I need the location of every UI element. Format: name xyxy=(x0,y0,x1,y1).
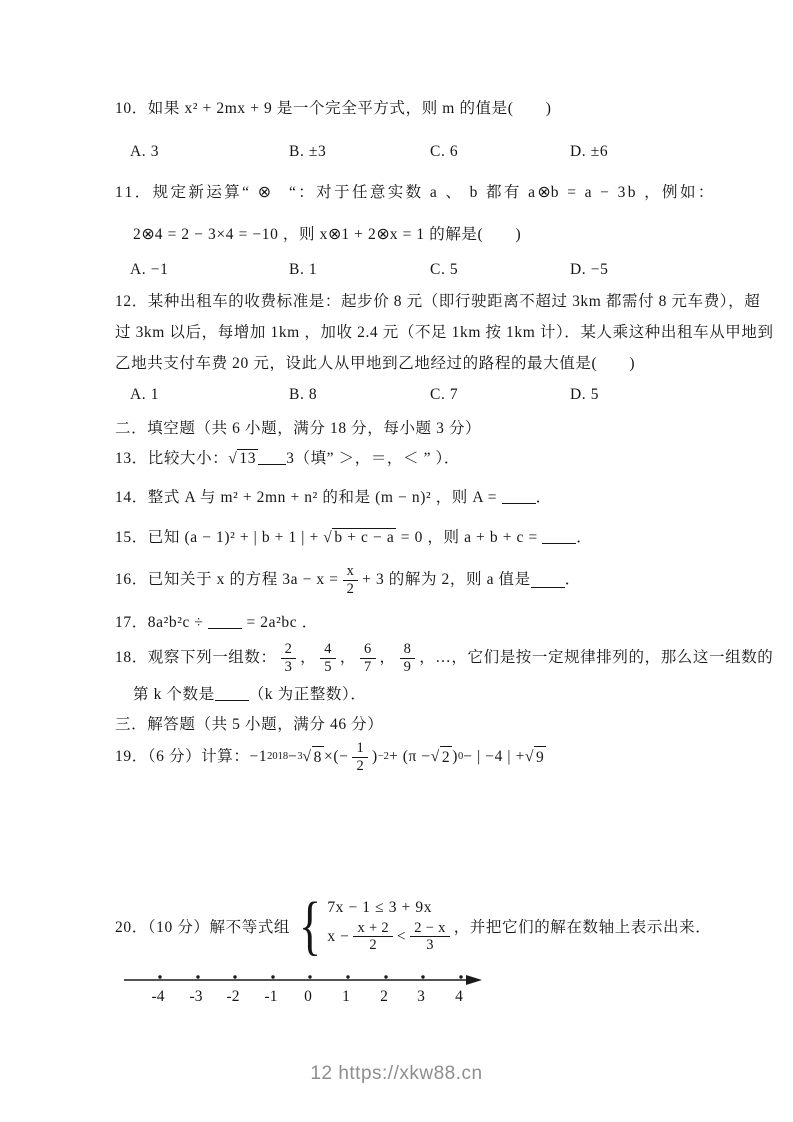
fraction xyxy=(320,641,336,674)
numberline-tick-label: 3 xyxy=(417,988,425,1005)
question-19-text: + (π − xyxy=(388,748,431,765)
option-b: B. 1 xyxy=(289,261,318,278)
denominator: 7 xyxy=(363,658,372,675)
tick-dot xyxy=(196,975,199,978)
radicand: 9 xyxy=(534,746,546,769)
numerator: x xyxy=(343,563,359,580)
numberline-tick-label: -2 xyxy=(226,988,240,1005)
inequality-2-text: x − xyxy=(327,927,350,945)
root-index: 3 xyxy=(297,751,303,762)
numerator: 2 − x xyxy=(410,920,449,937)
radical-sign: √ xyxy=(524,748,535,765)
radicand: b + c − a xyxy=(334,529,395,546)
question-14-text: ． xyxy=(535,489,552,506)
question-11-example: 2 xyxy=(133,226,142,243)
numerator: 4 xyxy=(320,641,336,658)
section-3-header: 三．解答题（共 5 小题，满分 46 分） xyxy=(115,716,384,733)
option-a: A. −1 xyxy=(130,261,169,278)
answer-blank xyxy=(502,488,536,504)
numerator: 1 xyxy=(352,740,368,757)
answer-blank xyxy=(258,449,286,465)
question-20 xyxy=(115,889,712,962)
question-17-text: = 2a²bc ． xyxy=(242,614,318,631)
separator: ， xyxy=(300,649,317,666)
question-18-text: （k 为正整数）． xyxy=(248,686,367,703)
fraction xyxy=(400,641,416,674)
numberline-tick-label: -3 xyxy=(189,988,203,1005)
question-20-text: 20．（10 分）解不等式组 xyxy=(115,919,291,936)
numberline-tick-label: -4 xyxy=(151,988,165,1005)
separator: ， xyxy=(379,649,396,666)
tick-dot xyxy=(459,975,462,978)
question-11-example: 1 + 2 xyxy=(341,226,377,243)
section-2-header: 二．填空题（共 6 小题，满分 18 分，每小题 3 分） xyxy=(115,420,482,437)
option-a: A. 3 xyxy=(130,143,160,160)
question-19-text: − xyxy=(288,748,298,765)
fraction xyxy=(352,740,368,773)
question-18-line2 xyxy=(133,684,366,706)
fraction xyxy=(343,563,359,596)
tick-dot xyxy=(308,975,311,978)
question-12-line3: 乙地共支付车费 20 元，设此人从甲地到乙地经过的路程的最大值是( ) xyxy=(115,355,636,372)
page-footer-watermark: 12 https://xkw88.cn xyxy=(310,1063,483,1084)
inequality-1: 7x − 1 ≤ 3 + 9x xyxy=(327,898,433,916)
numberline-tick-label: -1 xyxy=(264,988,278,1005)
question-12-options xyxy=(115,386,695,408)
radicand: 13 xyxy=(239,450,257,467)
question-15-text: 15．已知 (a − 1)² + | b + 1 | + √ xyxy=(115,529,333,546)
question-13 xyxy=(115,448,460,470)
question-12-line2: 过 3km 以后，每增加 1km ，加收 2.4 元（不足 1km 按 1km 计）．某人乘这种出租车从甲地到 xyxy=(115,324,774,341)
answer-blank xyxy=(215,685,249,701)
question-10-text: 10．如果 x² + 2mx + 9 是一个完全平方式，则 m 的值是( ) xyxy=(115,100,552,117)
number-line-labels xyxy=(152,988,464,1005)
otimes-symbol: ⊗ xyxy=(376,224,390,243)
radicand: 8 xyxy=(312,746,324,769)
exponent: 0 xyxy=(458,751,464,762)
question-19-text: ×(− xyxy=(323,748,349,765)
option-d: D. −5 xyxy=(570,261,609,278)
question-15-text: ． xyxy=(576,529,593,546)
numberline-tick-label: 2 xyxy=(380,988,388,1005)
denominator: 2 xyxy=(346,580,355,597)
numberline-tick-label: 4 xyxy=(455,988,463,1005)
separator: ， xyxy=(339,649,356,666)
question-16-text: + 3 的解为 2，则 a 值是 xyxy=(362,571,531,588)
radical-sign: √ xyxy=(430,748,440,765)
question-17-text: 17．8a²b²c ÷ xyxy=(115,614,209,631)
numerator: 8 xyxy=(400,641,416,658)
question-11-line2 xyxy=(133,223,521,246)
numerator: x + 2 xyxy=(353,920,392,937)
denominator: 9 xyxy=(403,658,412,675)
question-14-text: 14．整式 A 与 m² + 2mn + n² 的和是 (m − n)² ，则 A = xyxy=(115,489,502,506)
question-11-text: “：对于任意实数 a 、 b 都有 a xyxy=(271,184,538,201)
option-c: C. 6 xyxy=(430,143,459,160)
denominator: 2 xyxy=(356,757,364,774)
question-16 xyxy=(115,562,581,598)
system-brace: { xyxy=(298,889,322,962)
number-line-arrow xyxy=(466,975,482,985)
question-19-text: − | −4 | + xyxy=(463,748,525,765)
tick-dot xyxy=(384,975,387,978)
radical-sign: √ xyxy=(302,748,312,765)
answer-blank xyxy=(531,572,565,588)
number-line-ticks xyxy=(158,975,462,978)
tick-dot xyxy=(421,975,424,978)
inequality-2 xyxy=(327,920,453,953)
question-11-example: 4 = 2 − 3×4 = −10 ，则 x xyxy=(154,226,328,243)
tick-dot xyxy=(271,975,274,978)
question-13-text: 3（填” ＞，＝，＜ ” ）． xyxy=(286,450,461,467)
fraction xyxy=(410,920,449,953)
question-11-options xyxy=(115,261,695,283)
otimes-symbol: ⊗ xyxy=(327,224,342,243)
option-c: C. 5 xyxy=(430,261,459,278)
otimes-symbol: ⊗ xyxy=(537,182,551,201)
numberline-tick-label: 1 xyxy=(342,988,350,1005)
question-11-line1 xyxy=(115,181,716,204)
question-14 xyxy=(115,487,552,509)
question-18-text: 第 k 个数是 xyxy=(133,686,215,703)
question-15-text: = 0 ，则 a + b + c = xyxy=(396,529,543,546)
question-18-text: ，…，它们是按一定规律排列的，那么这一组数的 xyxy=(419,649,774,666)
radicand: 2 xyxy=(440,746,452,769)
denominator: 3 xyxy=(426,937,434,953)
question-18-line1 xyxy=(115,640,773,676)
otimes-symbol: ⊗ xyxy=(257,182,272,201)
option-d: D. ±6 xyxy=(570,143,609,160)
denominator: 2 xyxy=(369,937,377,953)
numerator: 6 xyxy=(360,641,376,658)
question-15 xyxy=(115,527,592,549)
question-18-text: 18．观察下列一组数： xyxy=(115,649,277,666)
inequality-system xyxy=(327,899,453,953)
tick-dot xyxy=(233,975,236,978)
numerator: 2 xyxy=(281,641,297,658)
question-13-text: 13．比较大小：√ xyxy=(115,450,238,467)
question-11-example: x = 1 的解是( ) xyxy=(389,226,522,243)
denominator: 3 xyxy=(284,658,293,675)
question-16-text: ． xyxy=(564,571,581,588)
number-line xyxy=(120,963,500,1011)
question-20-text: ，并把它们的解在数轴上表示出来． xyxy=(453,919,712,936)
exponent: 2018 xyxy=(267,751,289,762)
answer-blank xyxy=(208,613,242,629)
question-10-options xyxy=(115,143,695,165)
exponent: −2 xyxy=(377,751,389,762)
question-11-text: 11．规定新运算“ xyxy=(115,184,258,201)
tick-dot xyxy=(158,975,161,978)
tick-dot xyxy=(346,975,349,978)
less-than-sign: < xyxy=(396,927,407,945)
fraction xyxy=(360,641,376,674)
denominator: 5 xyxy=(324,658,332,675)
option-b: B. ±3 xyxy=(289,143,327,160)
numberline-tick-label: 0 xyxy=(304,988,312,1005)
question-19-text: 19．（6 分）计算：−1 xyxy=(115,748,268,765)
fraction xyxy=(353,920,392,953)
answer-blank xyxy=(542,528,576,544)
option-a: A. 1 xyxy=(130,386,160,403)
question-19 xyxy=(115,739,546,775)
otimes-symbol: ⊗ xyxy=(141,224,155,243)
question-19-text: ) xyxy=(452,748,458,765)
option-d: D. 5 xyxy=(570,386,600,403)
question-19-text: ) xyxy=(372,748,378,765)
question-11-text: b = a − 3b ，例如： xyxy=(550,184,716,201)
question-12-line1: 12．某种出租车的收费标准是：起步价 8 元（即行驶距离不超过 3km 都需付 8 元车费），超 xyxy=(115,293,761,310)
fraction xyxy=(281,641,297,674)
question-16-text: 16．已知关于 x 的方程 3a − x = xyxy=(115,571,339,588)
option-c: C. 7 xyxy=(430,386,459,403)
question-17 xyxy=(115,612,318,634)
option-b: B. 8 xyxy=(289,386,318,403)
